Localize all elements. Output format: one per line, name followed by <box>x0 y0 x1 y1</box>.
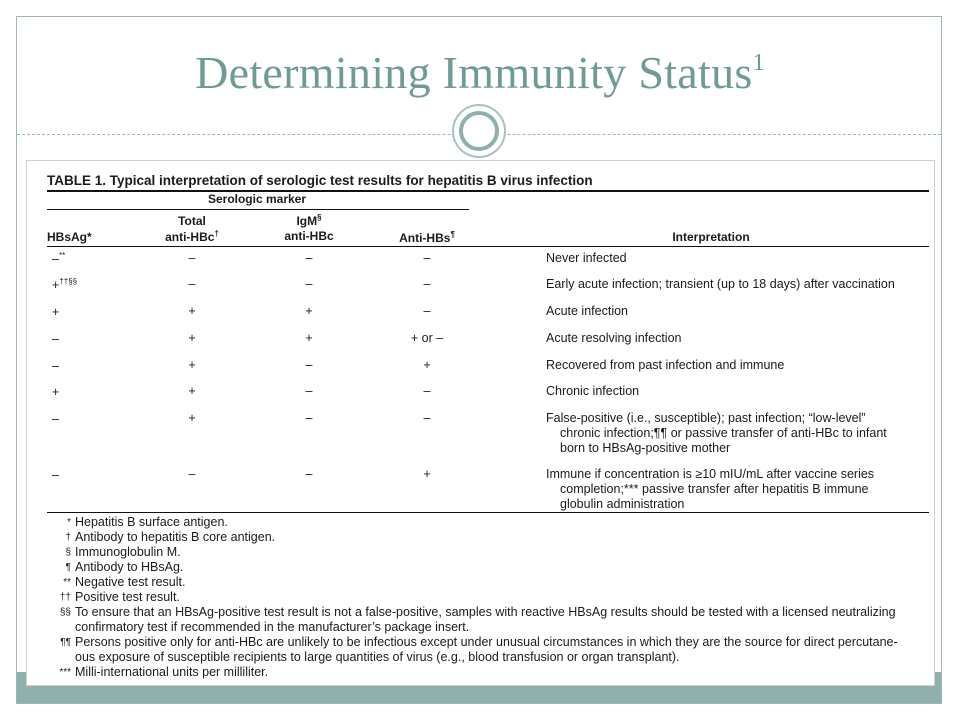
col-header-total-l1: Total <box>178 214 206 228</box>
footnote-mark: §§ <box>59 607 71 618</box>
cell-antihbs: – <box>423 411 431 425</box>
footnote-mark: † <box>65 532 71 543</box>
footnote-mark: § <box>65 547 71 558</box>
cell-interpretation: Recovered from past infection and immune <box>546 358 785 372</box>
cell-antihbs: + <box>423 467 431 481</box>
col-header-igm-l2: anti-HBc <box>284 229 334 243</box>
header-bottom-rule <box>47 246 929 247</box>
cell-interpretation: Never infected <box>546 251 627 265</box>
footnote: † Antibody to hepatitis B core antigen. <box>47 530 927 545</box>
cell-igm-antihbc: + <box>305 304 313 318</box>
footnote-mark: *** <box>59 667 71 678</box>
footnote-mark: †† <box>59 592 71 603</box>
cell-hbsag: – <box>52 359 59 374</box>
cell-antihbs: – <box>423 384 431 398</box>
cell-interpretation: Early acute infection; transient (up to 18 days) after vaccination <box>546 277 895 291</box>
cell-antihbs: – <box>423 304 431 318</box>
cell-interpretation: Acute resolving infection <box>546 331 682 345</box>
cell-total-antihbc: + <box>188 304 196 318</box>
cell-igm-antihbc: + <box>305 331 313 345</box>
footnote: *** Milli-international units per milliliter. <box>47 665 927 680</box>
footnote: ¶ Antibody to HBsAg. <box>47 560 927 575</box>
footnote-mark: ** <box>63 577 71 588</box>
cell-total-antihbc: + <box>188 331 196 345</box>
cell-interpretation: Acute infection <box>546 304 628 318</box>
footnote-mark: ¶ <box>65 562 71 573</box>
cell-igm-antihbc: – <box>305 277 313 291</box>
cell-igm-antihbc: – <box>305 411 313 425</box>
footnote-mark: ¶¶ <box>60 637 71 648</box>
cell-igm-antihbc: – <box>305 358 313 372</box>
table-bottom-rule <box>47 512 929 513</box>
cell-total-antihbc: + <box>188 411 196 425</box>
footnote: †† Positive test result. <box>47 590 927 605</box>
slide-title-text: Determining Immunity Status <box>195 47 753 98</box>
footnote: ** Negative test result. <box>47 575 927 590</box>
cell-hbsag: +††§§ <box>52 277 78 293</box>
footnote: §§ To ensure that an HBsAg-positive test result is not a false-positive, samples with reactive HBsAg results should be tested with a licensed neutralizing confirmatory test if recommended in the manufacturer’s package insert. <box>47 605 927 635</box>
cell-hbsag: + <box>52 305 60 320</box>
cell-hbsag: + <box>52 385 60 400</box>
cell-igm-antihbc: – <box>305 384 313 398</box>
cell-igm-antihbc: – <box>305 467 313 481</box>
footnote-mark: * <box>67 517 71 528</box>
serology-table <box>26 160 935 686</box>
cell-total-antihbc: – <box>188 251 196 265</box>
table-caption: TABLE 1. Typical interpretation of serologic test results for hepatitis B virus infection <box>47 173 593 188</box>
col-header-total: anti-HBc† <box>165 229 219 244</box>
cell-hbsag: –** <box>52 251 66 267</box>
col-header-antihbs: Anti-HBs¶ <box>399 230 455 245</box>
slide-title-footnote-mark: 1 <box>752 50 765 76</box>
cell-total-antihbc: + <box>188 358 196 372</box>
col-header-interpretation: Interpretation <box>672 230 750 244</box>
group-header: Serologic marker <box>207 192 307 206</box>
cell-antihbs: – <box>423 251 431 265</box>
cell-interpretation: Immune if concentration is ≥10 mIU/mL after vaccine series completion;*** passive transfer after hepatitis B immune globulin administration <box>546 467 875 511</box>
cell-interpretation: Chronic infection <box>546 384 640 398</box>
footnotes <box>47 515 927 680</box>
footnote: § Immunoglobulin M. <box>47 545 927 560</box>
col-header-igm: IgM§ <box>296 213 322 228</box>
group-header-rule <box>47 209 469 210</box>
cell-antihbs: – <box>423 277 431 291</box>
cell-hbsag: – <box>52 332 59 347</box>
cell-interpretation: False-positive (i.e., susceptible); past infection; “low-level” chronic infection;¶¶ or passive transfer of anti-HBc to infant born to HBsAg-positive mother <box>546 411 887 455</box>
cell-total-antihbc: + <box>188 384 196 398</box>
cell-antihbs: + <box>423 358 431 372</box>
slide-title <box>0 46 960 99</box>
footnote: * Hepatitis B surface antigen. <box>47 515 927 530</box>
cell-total-antihbc: – <box>188 467 196 481</box>
col-header-hbsag: HBsAg* <box>47 230 92 244</box>
cell-total-antihbc: – <box>188 277 196 291</box>
cell-hbsag: – <box>52 412 59 427</box>
circle-ornament <box>452 104 506 158</box>
footnote: ¶¶ Persons positive only for anti-HBc are unlikely to be infectious except under unusual circumstances in which they are the source for direct percutane- ous exposure of susceptible recipients to large quantities of virus (e.g., blood transfusion or organ transplant). <box>47 635 927 665</box>
cell-igm-antihbc: – <box>305 251 313 265</box>
cell-hbsag: – <box>52 468 59 483</box>
cell-antihbs: + or – <box>410 331 444 345</box>
